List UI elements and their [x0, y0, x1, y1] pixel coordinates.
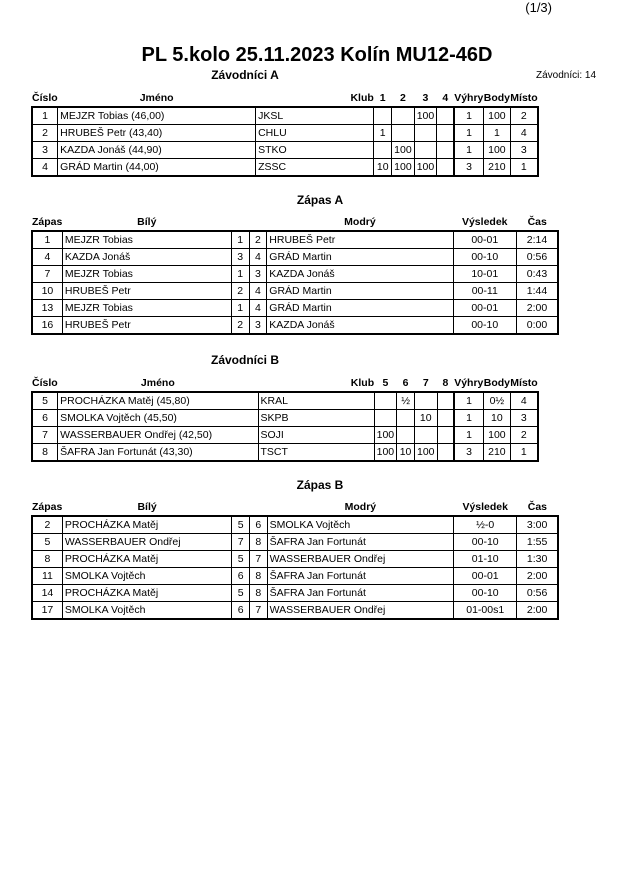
- col-name: Jméno: [139, 92, 174, 104]
- match-result: 00-01: [454, 568, 517, 585]
- table-row: [32, 231, 558, 249]
- col-r2: 2: [400, 92, 406, 104]
- col-white: Bílý: [137, 501, 157, 513]
- result-cell: [397, 427, 415, 444]
- match-result: 01-00s1: [454, 602, 517, 620]
- col-place: Místo: [510, 377, 538, 389]
- result-cell: 1: [374, 125, 392, 142]
- white-number: 1: [231, 266, 249, 283]
- match-time: 2:00: [516, 300, 558, 317]
- competitor-club: ZSSC: [256, 159, 374, 177]
- competitor-number: 6: [32, 410, 58, 427]
- wins-cell: 1: [454, 107, 484, 125]
- result-cell: [414, 142, 437, 159]
- place-cell: 4: [510, 125, 538, 142]
- table-row: [32, 534, 558, 551]
- competitor-club: SOJI: [258, 427, 374, 444]
- match-time: 2:00: [517, 602, 558, 620]
- match-number: 13: [32, 300, 62, 317]
- col-time: Čas: [527, 216, 547, 228]
- blue-fighter: KAZDA Jonáš: [267, 317, 453, 335]
- white-number: 2: [231, 317, 249, 335]
- wins-cell: 1: [454, 392, 484, 410]
- blue-fighter: GRÁD Martin: [267, 300, 453, 317]
- table-row: [32, 568, 558, 585]
- place-cell: 3: [510, 142, 538, 159]
- wins-cell: 3: [454, 159, 484, 177]
- col-time: Čas: [527, 501, 548, 513]
- match-number: 7: [32, 266, 62, 283]
- blue-fighter: GRÁD Martin: [267, 283, 453, 300]
- match-result: 10-01: [453, 266, 516, 283]
- match-time: 2:14: [516, 231, 558, 249]
- result-cell: 100: [392, 142, 415, 159]
- points-cell: 100: [484, 427, 510, 444]
- match-time: 1:30: [517, 551, 558, 568]
- table-row: [32, 142, 538, 159]
- white-fighter: MEJZR Tobias: [62, 231, 231, 249]
- points-cell: 100: [484, 142, 510, 159]
- col-r3: 3: [422, 92, 429, 104]
- col-points: Body: [483, 377, 510, 389]
- group-b-header: [32, 375, 538, 392]
- col-no: Číslo: [32, 377, 58, 389]
- blue-number: 2: [249, 231, 267, 249]
- competitor-name: ŠAFRA Jan Fortunát (43,30): [58, 444, 258, 462]
- wins-cell: 1: [454, 427, 484, 444]
- match-result: ½-0: [454, 516, 517, 534]
- white-number: 7: [232, 534, 250, 551]
- table-row: [32, 392, 538, 410]
- result-cell: [415, 392, 438, 410]
- blue-number: 3: [249, 317, 267, 335]
- blue-fighter: ŠAFRA Jan Fortunát: [267, 534, 454, 551]
- match-time: 1:44: [516, 283, 558, 300]
- blue-fighter: GRÁD Martin: [267, 249, 453, 266]
- table-row: [32, 410, 538, 427]
- table-row: [32, 125, 538, 142]
- blue-number: 7: [249, 551, 267, 568]
- match-result: 00-11: [453, 283, 516, 300]
- result-cell: [392, 107, 415, 125]
- result-cell: 100: [392, 159, 415, 177]
- white-fighter: PROCHÁZKA Matěj: [62, 585, 231, 602]
- place-cell: 4: [510, 392, 538, 410]
- white-fighter: PROCHÁZKA Matěj: [62, 516, 231, 534]
- white-number: 3: [231, 249, 249, 266]
- blue-number: 8: [249, 585, 267, 602]
- result-cell: 100: [415, 444, 438, 462]
- match-number: 10: [32, 283, 62, 300]
- white-number: 1: [231, 231, 249, 249]
- match-number: 8: [32, 551, 62, 568]
- table-row: [32, 159, 538, 177]
- place-cell: 1: [510, 444, 538, 462]
- col-r1: 1: [379, 92, 386, 104]
- result-cell: [374, 107, 392, 125]
- competitor-number: 3: [32, 142, 58, 159]
- blue-number: 8: [249, 534, 267, 551]
- white-fighter: HRUBEŠ Petr: [62, 283, 231, 300]
- result-cell: [374, 392, 397, 410]
- points-cell: 210: [484, 159, 510, 177]
- table-row: [32, 300, 558, 317]
- match-number: 5: [32, 534, 62, 551]
- result-cell: 100: [414, 159, 437, 177]
- blue-number: 6: [249, 516, 267, 534]
- result-cell: 100: [374, 427, 397, 444]
- competitor-club: CHLU: [256, 125, 374, 142]
- blue-fighter: HRUBEŠ Petr: [267, 231, 453, 249]
- col-place: Místo: [510, 92, 538, 104]
- col-name: Jméno: [140, 377, 175, 389]
- result-cell: [437, 159, 454, 177]
- table-row: [32, 249, 558, 266]
- group-a-header: [32, 90, 538, 107]
- table-row: [32, 427, 538, 444]
- match-number: 2: [32, 516, 62, 534]
- group-b-table: [31, 375, 539, 462]
- competitor-club: SKPB: [258, 410, 374, 427]
- wins-cell: 1: [454, 142, 484, 159]
- points-cell: 0½: [484, 392, 510, 410]
- match-number: 17: [32, 602, 62, 620]
- table-row: [32, 444, 538, 462]
- result-cell: [414, 125, 437, 142]
- col-club: Klub: [350, 92, 374, 104]
- result-cell: [374, 410, 397, 427]
- matches-a-title: Zápas A: [296, 193, 344, 207]
- competitor-name: WASSERBAUER Ondřej (42,50): [58, 427, 258, 444]
- white-fighter: MEJZR Tobias: [62, 266, 231, 283]
- competitor-number: 7: [32, 427, 58, 444]
- white-number: 6: [232, 602, 250, 620]
- table-row: [32, 266, 558, 283]
- table-row: [32, 317, 558, 335]
- matches-b-title: Zápas B: [296, 478, 344, 492]
- competitor-name: KAZDA Jonáš (44,90): [58, 142, 256, 159]
- white-fighter: SMOLKA Vojtěch: [62, 602, 231, 620]
- col-club: Klub: [350, 377, 375, 389]
- table-row: [32, 107, 538, 125]
- match-time: 3:00: [517, 516, 558, 534]
- col-wins: Výhry: [454, 92, 484, 104]
- place-cell: 2: [510, 107, 538, 125]
- competitor-name: MEJZR Tobias (46,00): [58, 107, 256, 125]
- blue-fighter: WASSERBAUER Ondřej: [267, 602, 454, 620]
- competitor-name: HRUBEŠ Petr (43,40): [58, 125, 256, 142]
- competitor-club: STKO: [256, 142, 374, 159]
- result-cell: [437, 125, 454, 142]
- white-number: 1: [231, 300, 249, 317]
- competitor-name: GRÁD Martin (44,00): [58, 159, 256, 177]
- match-time: 1:55: [517, 534, 558, 551]
- match-number: 4: [32, 249, 62, 266]
- white-number: 5: [232, 585, 250, 602]
- table-row: [32, 551, 558, 568]
- result-cell: [437, 410, 454, 427]
- table-row: [32, 585, 558, 602]
- competitor-number: 1: [32, 107, 58, 125]
- match-number: 1: [32, 231, 62, 249]
- competitors-count: Závodníci: 14: [536, 70, 597, 81]
- blue-number: 4: [249, 300, 267, 317]
- col-result: Výsledek: [462, 501, 508, 513]
- match-time: 0:56: [516, 249, 558, 266]
- wins-cell: 3: [454, 444, 484, 462]
- matches-a-table: [31, 214, 559, 335]
- competitor-number: 8: [32, 444, 58, 462]
- points-cell: 100: [484, 107, 510, 125]
- blue-number: 7: [249, 602, 267, 620]
- white-fighter: SMOLKA Vojtěch: [62, 568, 231, 585]
- competitor-name: SMOLKA Vojtěch (45,50): [58, 410, 258, 427]
- result-cell: [397, 410, 415, 427]
- match-time: 2:00: [517, 568, 558, 585]
- match-result: 00-10: [453, 249, 516, 266]
- col-no: Číslo: [32, 92, 58, 104]
- page-title: PL 5.kolo 25.11.2023 Kolín MU12-46D: [141, 44, 493, 66]
- result-cell: [437, 392, 454, 410]
- points-cell: 210: [484, 444, 510, 462]
- match-number: 14: [32, 585, 62, 602]
- matches-b-header: [32, 499, 558, 516]
- white-fighter: HRUBEŠ Petr: [62, 317, 231, 335]
- match-number: 11: [32, 568, 62, 585]
- col-match-no: Zápas: [32, 501, 63, 513]
- col-r3: 7: [422, 377, 429, 389]
- result-cell: [392, 125, 415, 142]
- blue-fighter: SMOLKA Vojtěch: [267, 516, 454, 534]
- group-a-table: [31, 90, 539, 177]
- match-result: 00-10: [453, 317, 516, 335]
- col-r2: 6: [402, 377, 409, 389]
- result-cell: 100: [374, 444, 397, 462]
- col-blue: Modrý: [344, 216, 376, 228]
- result-cell: [437, 142, 454, 159]
- points-cell: 1: [484, 125, 510, 142]
- match-number: 16: [32, 317, 62, 335]
- white-number: 5: [232, 551, 250, 568]
- match-result: 00-01: [453, 300, 516, 317]
- competitor-club: KRAL: [258, 392, 374, 410]
- group-b-title: Závodníci B: [210, 353, 279, 367]
- blue-number: 4: [249, 283, 267, 300]
- matches-b-table: [31, 499, 559, 620]
- result-cell: ½: [397, 392, 415, 410]
- blue-number: 4: [249, 249, 267, 266]
- table-row: [32, 283, 558, 300]
- match-result: 00-10: [454, 585, 517, 602]
- table-row: [32, 602, 558, 620]
- white-fighter: KAZDA Jonáš: [62, 249, 231, 266]
- result-cell: 100: [414, 107, 437, 125]
- result-cell: 10: [397, 444, 415, 462]
- white-fighter: PROCHÁZKA Matěj: [62, 551, 231, 568]
- place-cell: 2: [510, 427, 538, 444]
- match-time: 0:56: [517, 585, 558, 602]
- col-r4: 8: [442, 377, 449, 389]
- competitor-number: 2: [32, 125, 58, 142]
- place-cell: 1: [510, 159, 538, 177]
- competitor-number: 5: [32, 392, 58, 410]
- blue-fighter: WASSERBAUER Ondřej: [267, 551, 454, 568]
- blue-fighter: ŠAFRA Jan Fortunát: [267, 585, 454, 602]
- matches-a-header: [32, 214, 558, 231]
- place-cell: 3: [510, 410, 538, 427]
- match-time: 0:00: [516, 317, 558, 335]
- competitor-club: JKSL: [256, 107, 374, 125]
- result-cell: [415, 427, 438, 444]
- col-blue: Modrý: [344, 501, 377, 513]
- col-points: Body: [483, 92, 511, 104]
- competitor-name: PROCHÁZKA Matěj (45,80): [58, 392, 258, 410]
- white-fighter: WASSERBAUER Ondřej: [62, 534, 231, 551]
- page-number: (1/3): [525, 0, 552, 15]
- col-wins: Výhry: [454, 377, 484, 389]
- blue-fighter: ŠAFRA Jan Fortunát: [267, 568, 454, 585]
- points-cell: 10: [484, 410, 510, 427]
- col-r1: 5: [382, 377, 389, 389]
- match-result: 01-10: [454, 551, 517, 568]
- result-cell: [374, 142, 392, 159]
- table-row: [32, 516, 558, 534]
- col-result: Výsledek: [461, 216, 508, 228]
- blue-fighter: KAZDA Jonáš: [267, 266, 453, 283]
- result-cell: [437, 427, 454, 444]
- competitor-club: TSCT: [258, 444, 374, 462]
- match-result: 00-10: [454, 534, 517, 551]
- group-a-title: Závodníci A: [211, 68, 279, 82]
- white-number: 6: [232, 568, 250, 585]
- white-number: 5: [232, 516, 250, 534]
- col-r4: 4: [442, 92, 449, 104]
- result-cell: [437, 107, 454, 125]
- result-cell: [437, 444, 454, 462]
- blue-number: 8: [249, 568, 267, 585]
- result-cell: 10: [374, 159, 392, 177]
- match-result: 00-01: [453, 231, 516, 249]
- white-fighter: MEJZR Tobias: [62, 300, 231, 317]
- competitor-number: 4: [32, 159, 58, 177]
- result-cell: 10: [415, 410, 438, 427]
- wins-cell: 1: [454, 125, 484, 142]
- col-white: Bílý: [137, 216, 157, 228]
- match-time: 0:43: [516, 266, 558, 283]
- wins-cell: 1: [454, 410, 484, 427]
- col-match-no: Zápas: [32, 216, 63, 228]
- white-number: 2: [231, 283, 249, 300]
- blue-number: 3: [249, 266, 267, 283]
